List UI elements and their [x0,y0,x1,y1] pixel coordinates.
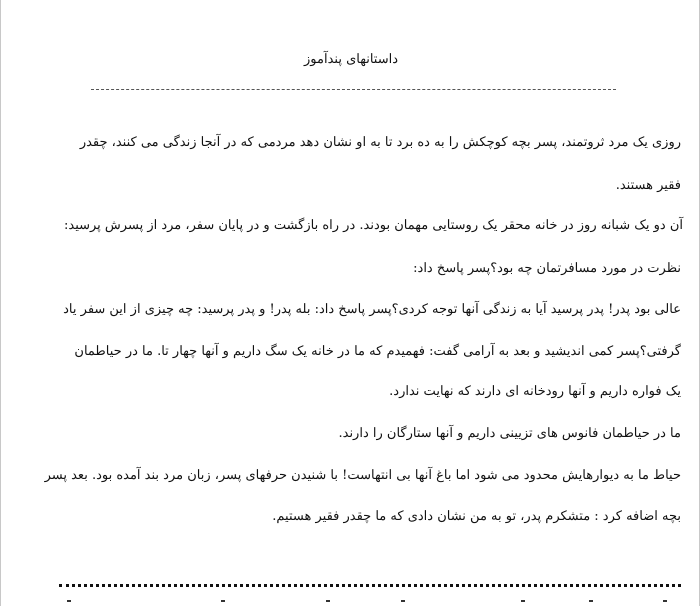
text-line-4: نظرت در مورد مسافرتمان چه بود؟پسر پاسخ داد: [413,261,681,276]
text-line-1: روزی یک مرد ثروتمند، پسر بچه کوچکش را به ده برد تا به او نشان دهد مردمی که در آنجا زندگی می کنند، چقدر [79,135,681,150]
document-title: داستانهای پندآموز [304,52,398,67]
dotted-separator [59,584,681,587]
dashed-separator [91,89,616,90]
text-line-7: یک فواره داریم و آنها رودخانه ای دارند که نهایت ندارد. [389,384,681,399]
text-line-9: حیاط ما به دیوارهایش محدود می شود اما باغ آنها بی انتهاست! با شنیدن حرفهای پسر، زبان مرد بند آمده بود. بعد پسر [44,468,681,483]
next-page-text-fragment [1,598,700,606]
text-line-10: بچه اضافه کرد : متشکرم پدر، تو به من نشان دادی که ما چقدر فقیر هستیم. [272,509,681,524]
text-line-6: گرفتی؟پسر کمی اندیشید و بعد به آرامی گفت: فهمیدم که ما در خانه یک سگ داریم و آنها چهار تا. ما در حیاطمان [74,344,681,359]
text-line-5: عالی بود پدر! پدر پرسید آیا به زندگی آنها توجه کردی؟پسر پاسخ داد: بله پدر! و پدر پرسید: چه چیزی از این سفر یاد [63,302,681,317]
text-line-8: ما در حیاطمان فانوس های تزیینی داریم و آنها ستارگان را دارند. [338,426,681,441]
text-line-2: فقیر هستند. [615,178,681,193]
text-line-3: آن دو یک شبانه روز در خانه محقر یک روستایی مهمان بودند. در راه بازگشت و در پایان سفر، مرد از پسرش پرسید: [63,218,683,233]
